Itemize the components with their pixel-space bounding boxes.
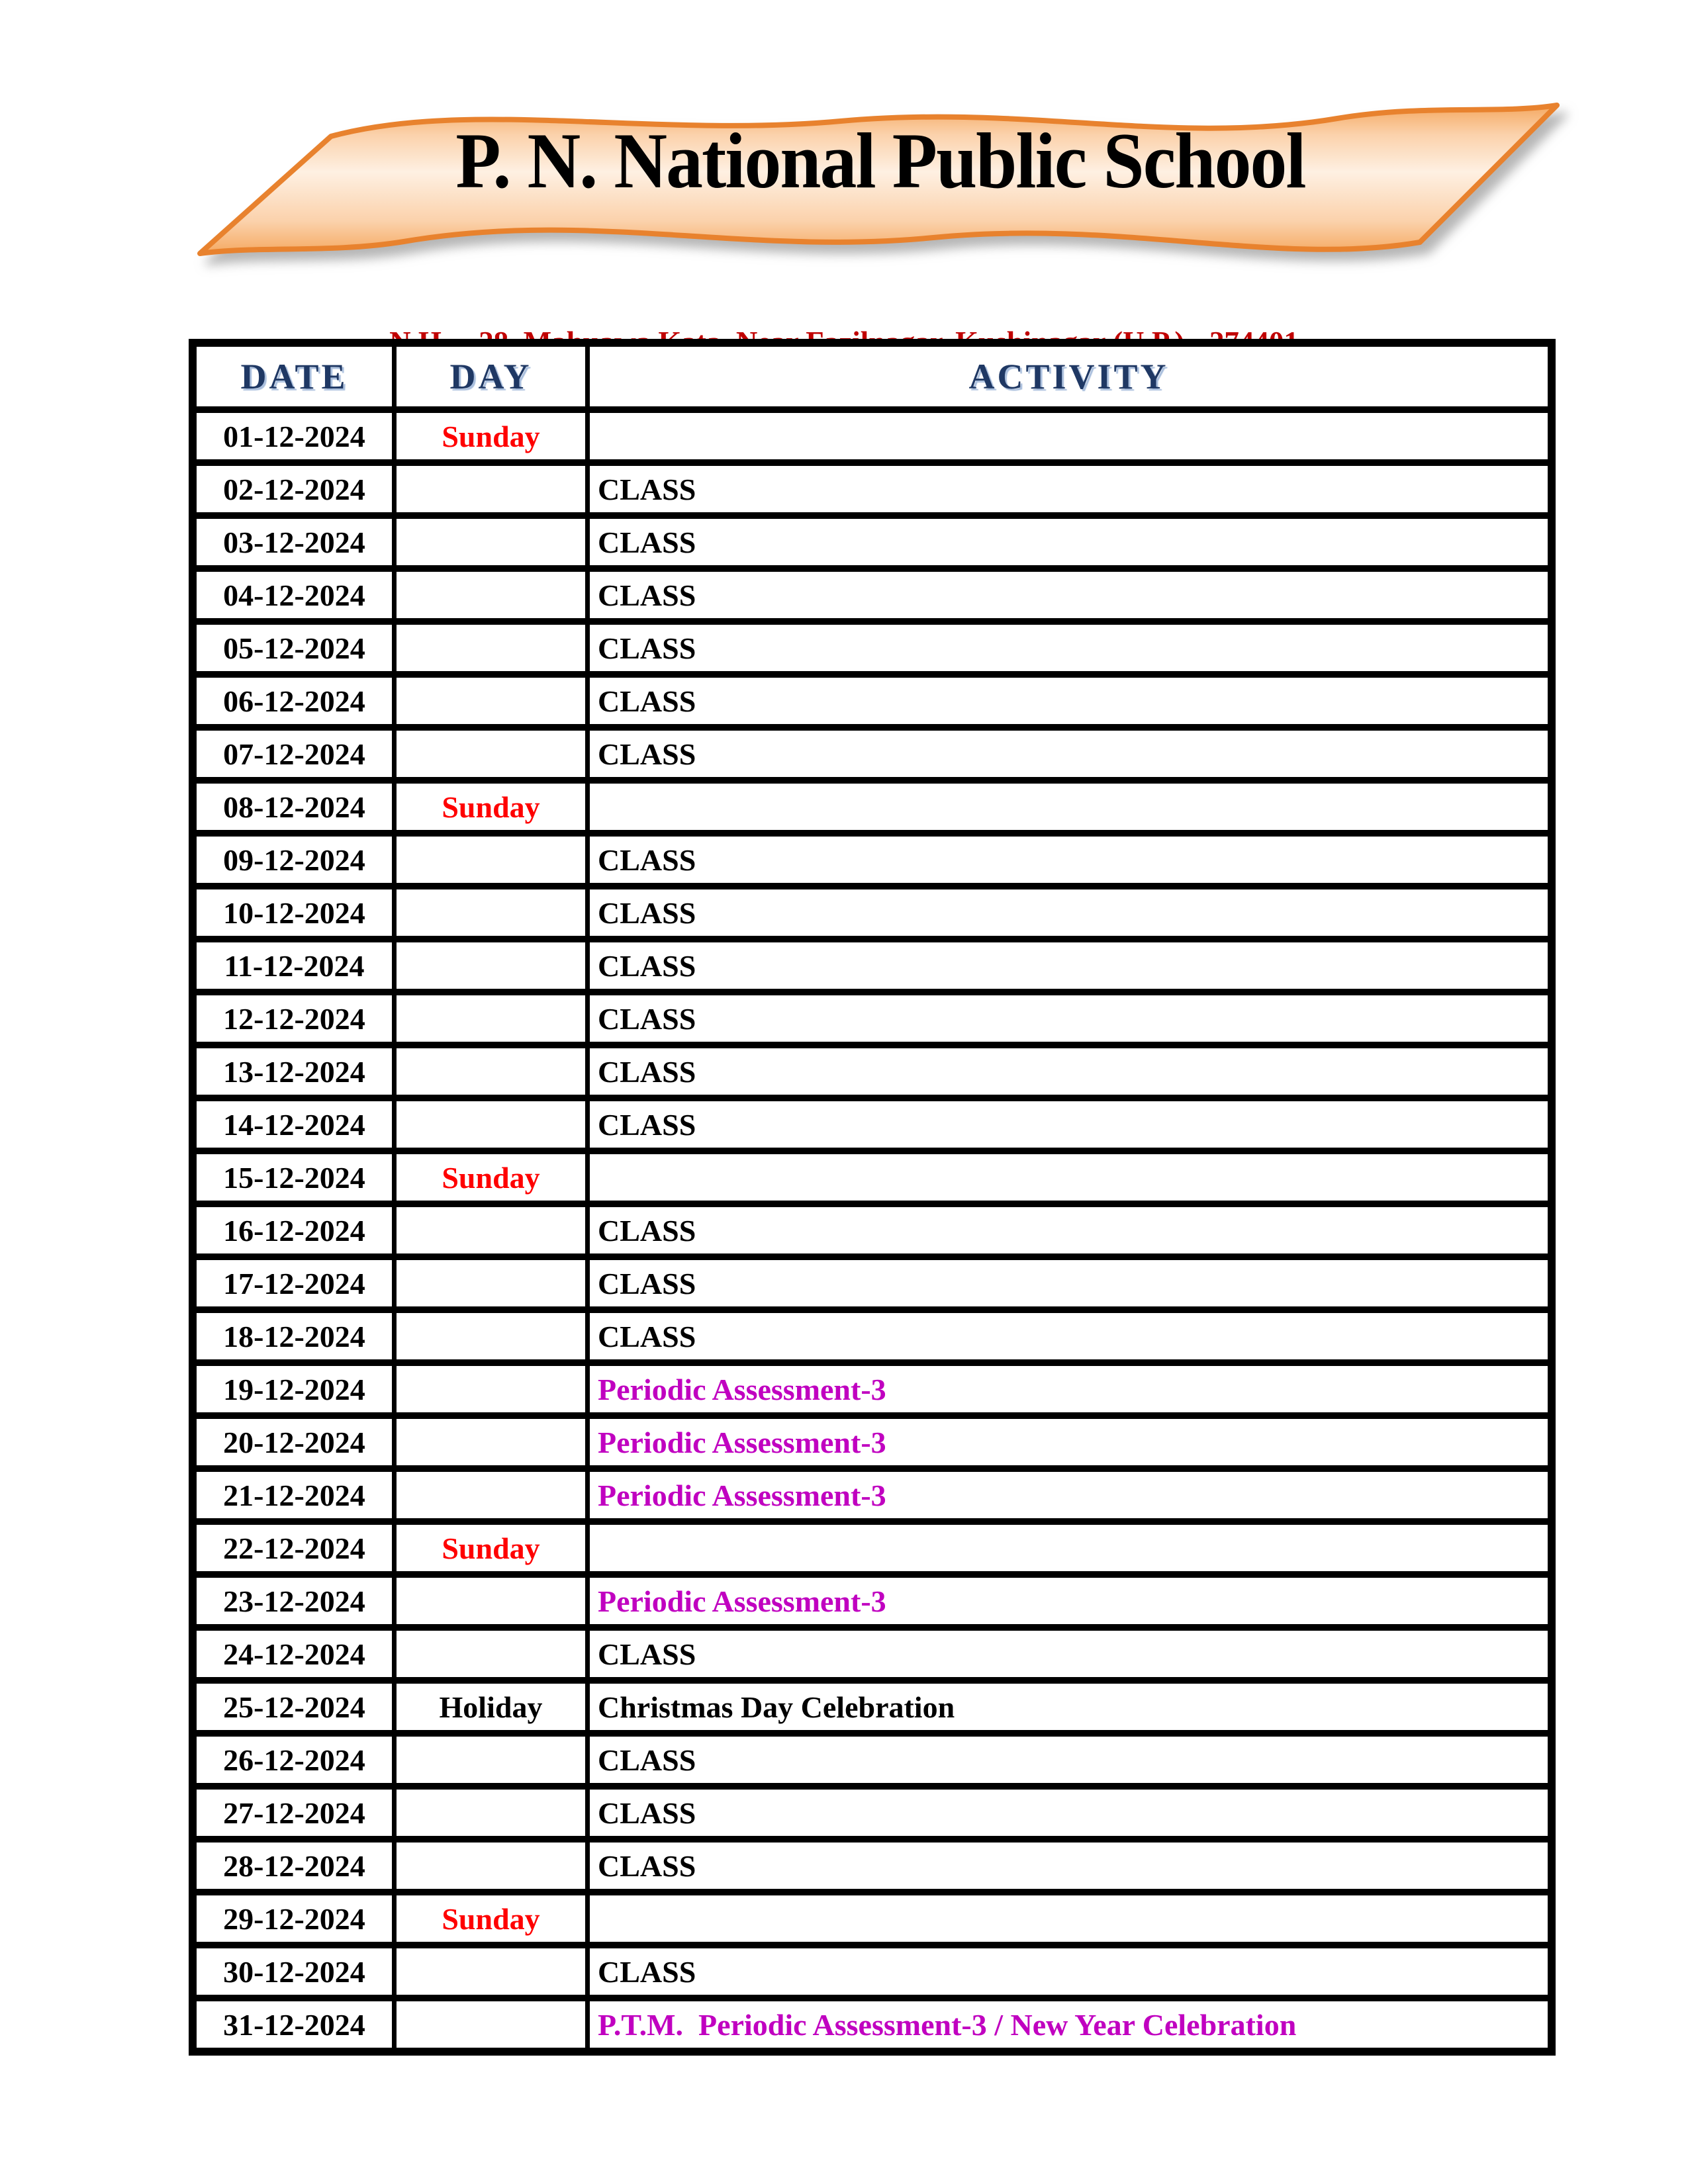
day-cell bbox=[397, 466, 585, 512]
day-cell: Sunday bbox=[397, 784, 585, 830]
activity-cell: CLASS bbox=[590, 466, 1548, 512]
activity-cell: Periodic Assessment-3 bbox=[590, 1419, 1548, 1465]
day-cell bbox=[397, 1101, 585, 1148]
activity-cell: CLASS bbox=[590, 995, 1548, 1042]
date-cell: 12-12-2024 bbox=[197, 995, 392, 1042]
activity-cell: CLASS bbox=[590, 837, 1548, 883]
date-cell: 17-12-2024 bbox=[197, 1260, 392, 1306]
date-cell: 01-12-2024 bbox=[197, 413, 392, 459]
calendar-table bbox=[189, 339, 1556, 2056]
activity-cell: CLASS bbox=[590, 1101, 1548, 1148]
activity-cell: CLASS bbox=[590, 731, 1548, 777]
activity-cell: CLASS bbox=[590, 1048, 1548, 1095]
date-cell: 10-12-2024 bbox=[197, 889, 392, 936]
day-cell bbox=[397, 1048, 585, 1095]
date-cell: 14-12-2024 bbox=[197, 1101, 392, 1148]
date-cell: 02-12-2024 bbox=[197, 466, 392, 512]
activity-cell: CLASS bbox=[590, 1790, 1548, 1836]
date-cell: 06-12-2024 bbox=[197, 678, 392, 724]
day-cell bbox=[397, 1313, 585, 1359]
day-cell bbox=[397, 1843, 585, 1889]
date-cell: 21-12-2024 bbox=[197, 1472, 392, 1518]
day-cell bbox=[397, 995, 585, 1042]
day-cell bbox=[397, 1631, 585, 1677]
date-cell: 23-12-2024 bbox=[197, 1578, 392, 1624]
date-cell: 13-12-2024 bbox=[197, 1048, 392, 1095]
day-cell: Sunday bbox=[397, 413, 585, 459]
activity-cell bbox=[590, 413, 1548, 459]
date-cell: 07-12-2024 bbox=[197, 731, 392, 777]
day-cell bbox=[397, 572, 585, 618]
date-cell: 31-12-2024 bbox=[197, 2001, 392, 2048]
day-cell: Holiday bbox=[397, 1684, 585, 1730]
activity-cell: CLASS bbox=[590, 625, 1548, 671]
date-cell: 11-12-2024 bbox=[197, 942, 392, 989]
day-cell: Sunday bbox=[397, 1895, 585, 1942]
day-cell bbox=[397, 1737, 585, 1783]
column-header-date: DATE bbox=[197, 347, 392, 406]
activity-cell: CLASS bbox=[590, 1631, 1548, 1677]
date-cell: 30-12-2024 bbox=[197, 1948, 392, 1995]
day-cell bbox=[397, 1948, 585, 1995]
activity-cell: CLASS bbox=[590, 1737, 1548, 1783]
day-cell bbox=[397, 1207, 585, 1253]
day-cell bbox=[397, 889, 585, 936]
activity-cell: Periodic Assessment-3 bbox=[590, 1472, 1548, 1518]
activity-cell: Christmas Day Celebration bbox=[590, 1684, 1548, 1730]
activity-cell: CLASS bbox=[590, 678, 1548, 724]
activity-cell: CLASS bbox=[590, 1948, 1548, 1995]
date-cell: 08-12-2024 bbox=[197, 784, 392, 830]
day-cell: Sunday bbox=[397, 1525, 585, 1571]
date-cell: 18-12-2024 bbox=[197, 1313, 392, 1359]
date-cell: 22-12-2024 bbox=[197, 1525, 392, 1571]
date-cell: 05-12-2024 bbox=[197, 625, 392, 671]
column-header-activity: ACTIVITY bbox=[590, 347, 1548, 406]
day-cell: Sunday bbox=[397, 1154, 585, 1201]
activity-cell: CLASS bbox=[590, 1207, 1548, 1253]
date-cell: 25-12-2024 bbox=[197, 1684, 392, 1730]
day-cell bbox=[397, 2001, 585, 2048]
date-cell: 15-12-2024 bbox=[197, 1154, 392, 1201]
day-cell bbox=[397, 1260, 585, 1306]
activity-cell: Periodic Assessment-3 bbox=[590, 1366, 1548, 1412]
day-cell bbox=[397, 519, 585, 565]
date-cell: 26-12-2024 bbox=[197, 1737, 392, 1783]
activity-cell: CLASS bbox=[590, 889, 1548, 936]
activity-cell: Periodic Assessment-3 bbox=[590, 1578, 1548, 1624]
activity-cell bbox=[590, 1895, 1548, 1942]
date-cell: 04-12-2024 bbox=[197, 572, 392, 618]
activity-cell: CLASS bbox=[590, 942, 1548, 989]
date-cell: 28-12-2024 bbox=[197, 1843, 392, 1889]
day-cell bbox=[397, 678, 585, 724]
day-cell bbox=[397, 1790, 585, 1836]
day-cell bbox=[397, 731, 585, 777]
activity-cell: CLASS bbox=[590, 519, 1548, 565]
activity-cell bbox=[590, 1525, 1548, 1571]
day-cell bbox=[397, 1578, 585, 1624]
day-cell bbox=[397, 837, 585, 883]
activity-cell: CLASS bbox=[590, 1313, 1548, 1359]
date-cell: 19-12-2024 bbox=[197, 1366, 392, 1412]
date-cell: 24-12-2024 bbox=[197, 1631, 392, 1677]
day-cell bbox=[397, 942, 585, 989]
day-cell bbox=[397, 1366, 585, 1412]
school-name: P. N. National Public School bbox=[455, 116, 1305, 205]
activity-cell bbox=[590, 1154, 1548, 1201]
date-cell: 20-12-2024 bbox=[197, 1419, 392, 1465]
date-cell: 09-12-2024 bbox=[197, 837, 392, 883]
activity-cell bbox=[590, 784, 1548, 830]
day-cell bbox=[397, 1419, 585, 1465]
date-cell: 27-12-2024 bbox=[197, 1790, 392, 1836]
date-cell: 03-12-2024 bbox=[197, 519, 392, 565]
activity-cell: CLASS bbox=[590, 1843, 1548, 1889]
activity-cell: CLASS bbox=[590, 1260, 1548, 1306]
column-header-day: DAY bbox=[397, 347, 585, 406]
activity-cell: CLASS bbox=[590, 572, 1548, 618]
day-cell bbox=[397, 625, 585, 671]
date-cell: 29-12-2024 bbox=[197, 1895, 392, 1942]
date-cell: 16-12-2024 bbox=[197, 1207, 392, 1253]
day-cell bbox=[397, 1472, 585, 1518]
activity-cell: P.T.M. Periodic Assessment-3 / New Year Celebration bbox=[590, 2001, 1548, 2048]
